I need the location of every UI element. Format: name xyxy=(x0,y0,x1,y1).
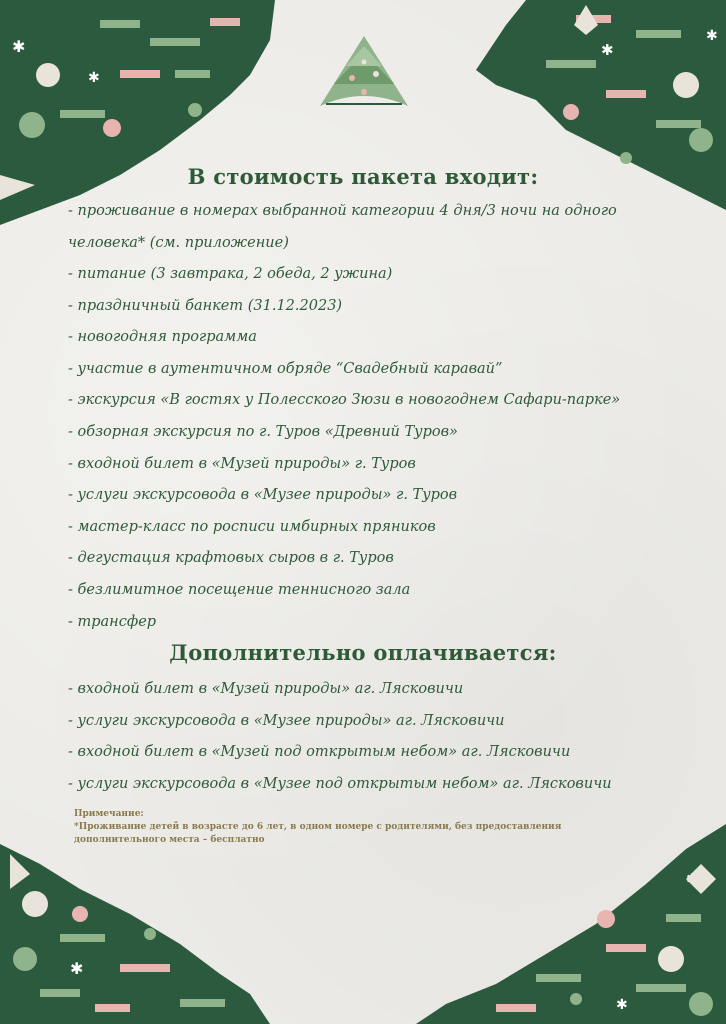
extra-list xyxy=(68,674,668,800)
footnote-text: *Проживание детей в возрасте до 6 лет, в одном номере с родителями, без предоставления дополнительного места – бесплатно xyxy=(74,822,562,845)
svg-text:✱: ✱ xyxy=(88,70,100,86)
section-title-included: В стоимость пакета входит: xyxy=(187,164,539,189)
list-item: - участие в аутентичном обряде “Свадебный каравай” xyxy=(68,360,503,377)
svg-text:✱: ✱ xyxy=(616,997,628,1013)
list-item: - новогодняя программа xyxy=(68,329,257,346)
list-item: - трансфер xyxy=(68,613,157,630)
list-item: - услуги экскурсовода в «Музее природы» аг. Лясковичи xyxy=(68,712,505,729)
list-item: - экскурсия «В гостях у Полесского Зюзи в новогоднем Сафари-парке» xyxy=(68,392,621,409)
list-item: - входной билет в «Музей природы» г. Туров xyxy=(68,455,416,472)
list-item: - праздничный банкет (31.12.2023) xyxy=(68,297,343,314)
list-item: - услуги экскурсовода в «Музее природы» г. Туров xyxy=(68,487,458,504)
list-item: - услуги экскурсовода в «Музее под открытым небом» аг. Лясковичи xyxy=(68,775,612,792)
svg-text:✱: ✱ xyxy=(70,959,84,978)
list-item: - безлимитное посещение теннисного зала xyxy=(68,581,411,598)
svg-text:✱: ✱ xyxy=(601,41,614,59)
svg-text:✱: ✱ xyxy=(706,28,718,44)
included-list xyxy=(68,196,668,638)
list-item: - проживание в номерах выбранной категории 4 дня/3 ночи на одного человека* (см. приложение) xyxy=(68,203,617,251)
list-item: - входной билет в «Музей природы» аг. Лясковичи xyxy=(68,681,464,697)
footnote-label: Примечание: xyxy=(74,809,144,819)
list-item: - питание (3 завтрака, 2 обеда, 2 ужина) xyxy=(68,266,393,282)
svg-text:✱: ✱ xyxy=(12,37,26,56)
footnote xyxy=(74,808,594,847)
list-item: - входной билет в «Музей под открытым небом» аг. Лясковичи xyxy=(68,744,571,761)
section-title-extra: Дополнительно оплачивается: xyxy=(169,640,557,665)
list-item: - дегустация крафтовых сыров в г. Туров xyxy=(68,550,394,567)
list-item: - мастер-класс по росписи имбирных пряников xyxy=(68,518,436,535)
list-item: - обзорная экскурсия по г. Туров «Древний Туров» xyxy=(68,423,458,440)
